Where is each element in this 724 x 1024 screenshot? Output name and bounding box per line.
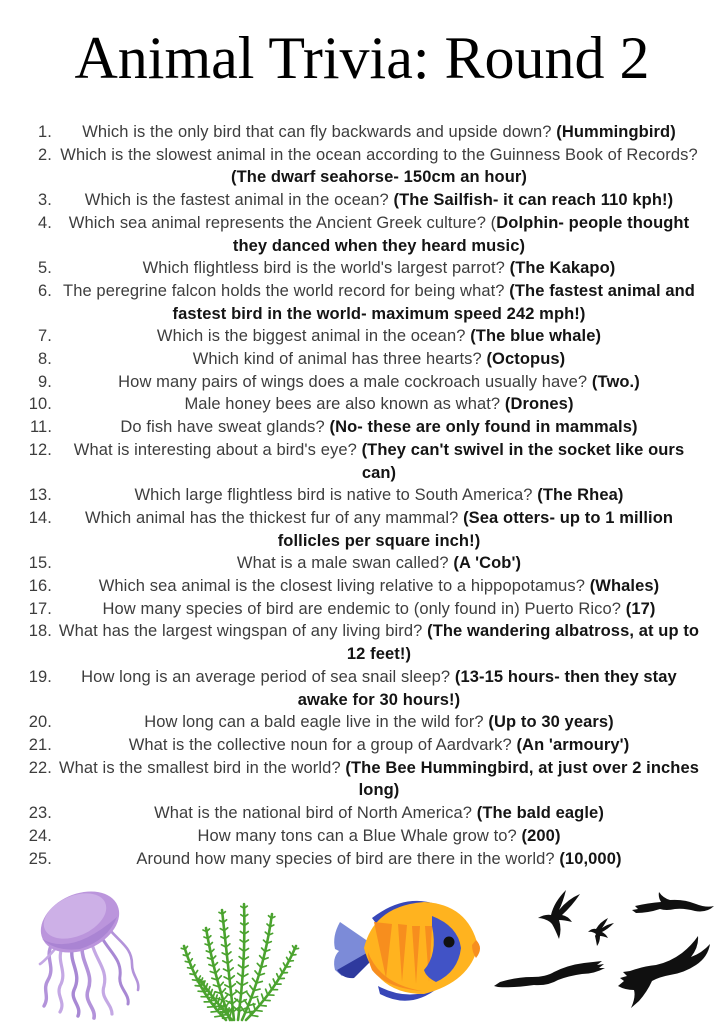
question-prompt: Which sea animal represents the Ancient Greek culture? ( bbox=[68, 213, 497, 232]
question-answer: (The wandering albatross, at up to 12 feet!) bbox=[346, 622, 700, 664]
question-item bbox=[38, 348, 700, 371]
question-number: 2. bbox=[38, 145, 52, 164]
question-prompt: Around how many species of bird are there in the world? bbox=[136, 849, 560, 868]
question-number: 16. bbox=[28, 577, 52, 596]
question-number: 21. bbox=[28, 735, 52, 754]
question-number: 9. bbox=[38, 372, 52, 391]
question-prompt: Which kind of animal has three hearts? bbox=[192, 350, 487, 369]
question-answer: (The dwarf seahorse- 150cm an hour) bbox=[231, 168, 527, 187]
question-number: 3. bbox=[38, 191, 52, 210]
question-answer: (The Bee Hummingbird, at just over 2 inches long) bbox=[345, 758, 700, 800]
question-item bbox=[38, 212, 700, 257]
question-item bbox=[38, 257, 700, 280]
question-item bbox=[28, 825, 700, 848]
question-number: 11. bbox=[29, 418, 52, 437]
question-answer: (Hummingbird) bbox=[556, 123, 676, 141]
question-answer: (The Kakapo) bbox=[509, 259, 616, 278]
question-item bbox=[28, 620, 700, 665]
question-answer: (The Sailfish- it can reach 110 kph!) bbox=[393, 191, 674, 210]
question-number: 7. bbox=[38, 327, 52, 346]
question-prompt: What is the national bird of North America? bbox=[154, 804, 477, 823]
question-item bbox=[28, 666, 700, 711]
question-prompt: The peregrine falcon holds the world record for being what? bbox=[63, 281, 510, 300]
question-answer: (The blue whale) bbox=[470, 327, 602, 346]
question-prompt: What is interesting about a bird's eye? bbox=[73, 440, 362, 459]
question-item bbox=[28, 575, 700, 598]
question-answer: (The fastest animal and fastest bird in the world- maximum speed 242 mph!) bbox=[172, 281, 695, 323]
question-prompt: What is a male swan called? bbox=[236, 554, 454, 573]
question-item bbox=[28, 439, 700, 484]
question-answer: (10,000) bbox=[559, 849, 622, 868]
flying-birds-icon bbox=[488, 882, 724, 1024]
question-number: 6. bbox=[38, 281, 52, 300]
question-answer: (The bald eagle) bbox=[476, 804, 604, 823]
question-number: 24. bbox=[28, 826, 52, 845]
question-number: 12. bbox=[28, 440, 52, 459]
question-item bbox=[28, 484, 700, 507]
question-prompt: How many species of bird are endemic to (only found in) Puerto Rico? bbox=[102, 599, 626, 618]
question-number: 20. bbox=[28, 713, 52, 732]
question-prompt: How long can a bald eagle live in the wild for? bbox=[144, 713, 489, 732]
question-item bbox=[38, 189, 700, 212]
question-answer: (Sea otters- up to 1 million follicles per square inch!) bbox=[277, 508, 674, 550]
question-prompt: How many pairs of wings does a male cockroach usually have? bbox=[118, 372, 592, 391]
question-number: 15. bbox=[28, 554, 52, 573]
question-item bbox=[28, 802, 700, 825]
question-item bbox=[38, 325, 700, 348]
question-number: 17. bbox=[28, 599, 52, 618]
page-title: Animal Trivia: Round 2 bbox=[74, 25, 650, 91]
question-prompt: Which animal has the thickest fur of any mammal? bbox=[84, 508, 464, 527]
question-list bbox=[28, 121, 700, 870]
question-prompt: What is the collective noun for a group of Aardvark? bbox=[128, 735, 517, 754]
question-answer: (17) bbox=[625, 599, 656, 618]
question-number: 25. bbox=[28, 849, 52, 868]
question-number: 13. bbox=[28, 486, 52, 505]
question-answer: (Whales) bbox=[589, 577, 660, 596]
question-answer: (200) bbox=[521, 826, 561, 845]
question-answer: (Up to 30 years) bbox=[488, 713, 614, 732]
question-prompt: How many tons can a Blue Whale grow to? bbox=[197, 826, 522, 845]
question-number: 23. bbox=[28, 804, 52, 823]
question-prompt: Which is the fastest animal in the ocean? bbox=[84, 191, 394, 210]
question-prompt: Which flightless bird is the world's largest parrot? bbox=[142, 259, 510, 278]
question-prompt: Which large flightless bird is native to South America? bbox=[134, 486, 538, 505]
question-item bbox=[28, 552, 700, 575]
question-item bbox=[28, 848, 700, 871]
question-prompt: Which is the slowest animal in the ocean according to the Guinness Book of Records? bbox=[60, 145, 698, 164]
question-number: 19. bbox=[28, 667, 52, 686]
question-answer: (A 'Cob') bbox=[453, 554, 522, 573]
question-prompt: Which sea animal is the closest living relative to a hippopotamus? bbox=[98, 577, 590, 596]
question-prompt: What is the smallest bird in the world? bbox=[58, 758, 346, 777]
question-item bbox=[28, 711, 700, 734]
question-number: 22. bbox=[28, 758, 52, 777]
question-item bbox=[38, 144, 700, 189]
question-prompt: Which is the only bird that can fly backwards and upside down? bbox=[82, 123, 557, 141]
question-item bbox=[28, 734, 700, 757]
question-number: 8. bbox=[38, 350, 52, 369]
question-answer: (Two.) bbox=[591, 372, 640, 391]
question-answer: (The Rhea) bbox=[537, 486, 624, 505]
question-prompt: Which is the biggest animal in the ocean? bbox=[156, 327, 471, 346]
question-item bbox=[28, 757, 700, 802]
tropical-fish-icon bbox=[328, 882, 488, 1024]
question-answer: (Octopus) bbox=[486, 350, 566, 369]
question-item bbox=[28, 507, 700, 552]
question-answer: Dolphin- people thought they danced when they heard music) bbox=[232, 213, 690, 255]
jellyfish-icon bbox=[28, 882, 160, 1024]
question-item bbox=[28, 598, 700, 621]
question-number: 10. bbox=[28, 395, 52, 414]
question-number: 4. bbox=[38, 213, 52, 232]
question-prompt: How long is an average period of sea snail sleep? bbox=[81, 667, 455, 686]
seaweed-icon bbox=[172, 894, 316, 1024]
question-answer: (They can't swivel in the socket like ours can) bbox=[361, 440, 685, 482]
question-number: 14. bbox=[28, 508, 52, 527]
question-item bbox=[38, 121, 700, 144]
question-answer: (13-15 hours- then they stay awake for 30 hours!) bbox=[297, 667, 677, 709]
question-answer: (Drones) bbox=[504, 395, 574, 414]
question-answer: (An 'armoury') bbox=[516, 735, 630, 754]
question-answer: (No- these are only found in mammals) bbox=[329, 418, 638, 437]
question-prompt: Male honey bees are also known as what? bbox=[184, 395, 505, 414]
question-item bbox=[29, 416, 700, 439]
question-number: 18. bbox=[28, 622, 52, 641]
question-item bbox=[38, 371, 700, 394]
question-item bbox=[28, 393, 700, 416]
question-prompt: What has the largest wingspan of any living bird? bbox=[58, 622, 428, 641]
question-number: 5. bbox=[38, 259, 52, 278]
question-prompt: Do fish have sweat glands? bbox=[120, 418, 330, 437]
question-item bbox=[38, 280, 700, 325]
question-number: 1. bbox=[38, 123, 52, 141]
